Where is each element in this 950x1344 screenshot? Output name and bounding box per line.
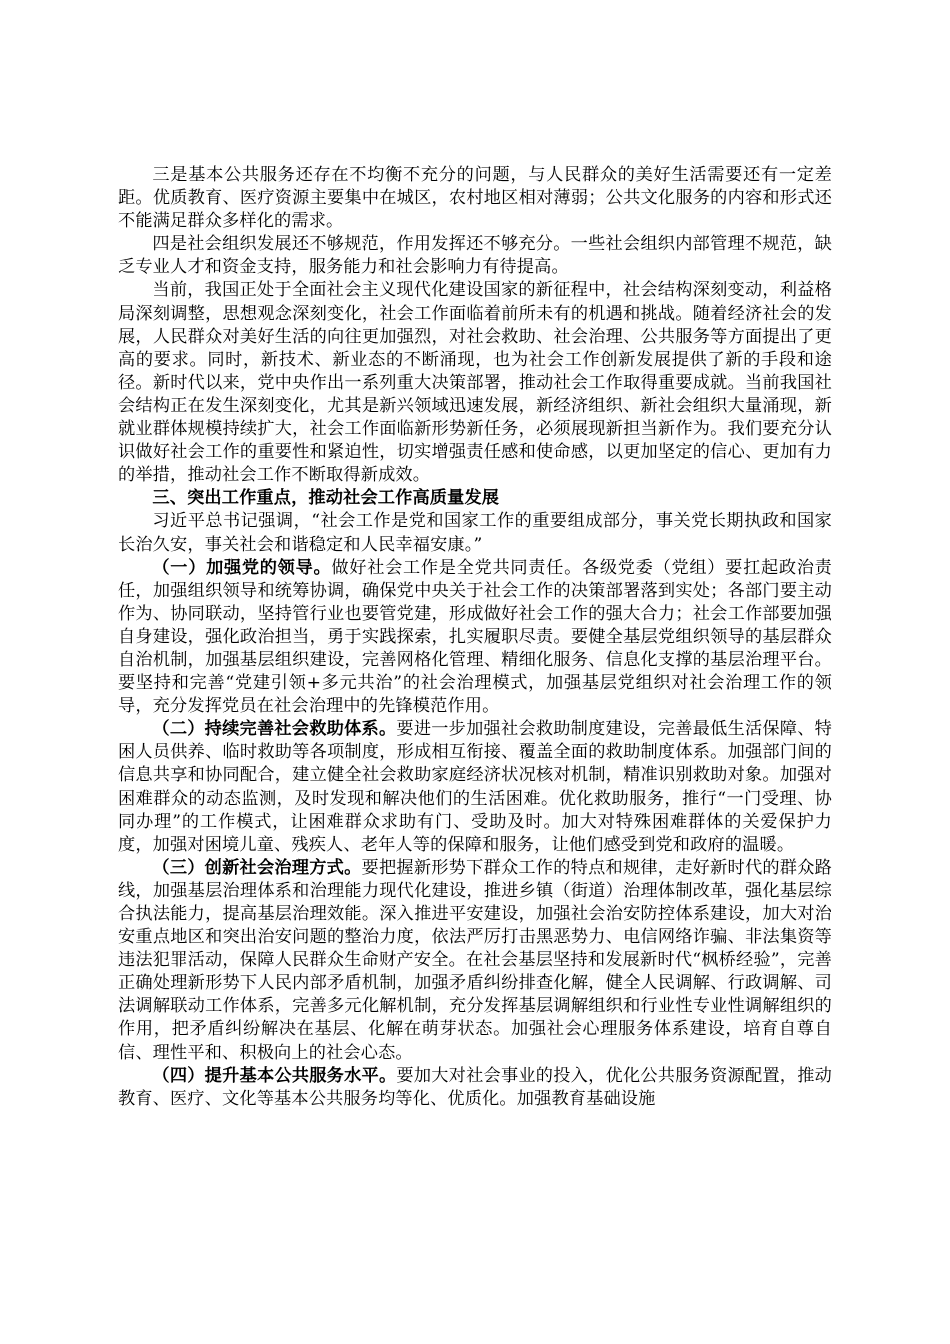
paragraph-party-leadership: [118, 557, 832, 719]
paragraph-social-governance-body: 要把握新形势下群众工作的特点和规律，走好新时代的群众路线，加强基层治理体系和治理能力现代化建设，推进乡镇（街道）治理体制改革，强化基层综合执法能力，提高基层治理效能。深入推进平安建设，加强社会治安防控体系建设，加大对治安重点地区和突出治安问题的整治力度，依法严厉打击黑恶势力、电信网络诈骗、非法集资等违法犯罪活动，保障人民群众生命财产安全。在社会基层坚持和发展新时代“枫桥经验”，完善正确处理新形势下人民内部矛盾机制，加强矛盾纠纷排查化解，健全人民调解、行政调解、司法调解联动工作体系，完善多元化解机制，充分发挥基层调解组织和行业性专业性调解组织的作用，把矛盾纠纷解决在基层、化解在萌芽状态。加强社会心理服务体系建设，培育自尊自信、理性平和、积极向上的社会心态。: [118, 857, 832, 1063]
section-heading-three: 三、突出工作重点，推动社会工作高质量发展: [152, 488, 500, 509]
paragraph-public-services: [118, 1065, 832, 1111]
document-body: [118, 164, 832, 1111]
paragraph-public-service-gap: 三是基本公共服务还存在不均衡不充分的问题，与人民群众的美好生活需要还有一定差距。优质教育、医疗资源主要集中在城区，农村地区相对薄弱；公共文化服务的内容和形式还不能满足群众多样化的需求。: [118, 165, 832, 232]
paragraph-social-governance: [118, 857, 832, 1065]
paragraph-public-services-body: 要加大对社会事业的投入，优化公共服务资源配置，推动教育、医疗、文化等基本公共服务均等化、优质化。加强教育基础设施: [118, 1065, 832, 1109]
subheading-public-services: （四）提升基本公共服务水平。: [152, 1065, 397, 1086]
paragraph-social-assistance: [118, 718, 832, 857]
subheading-social-assistance: （二）持续完善社会救助体系。: [152, 719, 397, 740]
paragraph-current-situation: 当前，我国正处于全面社会主义现代化建设国家的新征程中，社会结构深刻变动，利益格局深刻调整，思想观念深刻变化，社会工作面临着前所未有的机遇和挑战。随着经济社会的发展，人民群众对美好生活的向往更加强烈，对社会救助、社会治理、公共服务等方面提出了更高的要求。同时，新技术、新业态的不断涌现，也为社会工作创新发展提供了新的手段和途径。新时代以来，党中央作出一系列重大决策部署，推动社会工作取得重要成就。当前我国社会结构正在发生深刻变化，尤其是新兴领域迅速发展，新经济组织、新社会组织大量涌现，新就业群体规模持续扩大，社会工作面临新形势新任务，必须展现新担当新作为。我们要充分认识做好社会工作的重要性和紧迫性，切实增强责任感和使命感，以更加坚定的信心、更加有力的举措，推动社会工作不断取得新成效。: [118, 280, 832, 486]
paragraph-social-assistance-body: 要进一步加强社会救助制度建设，完善最低生活保障、特困人员供养、临时救助等各项制度，形成相互衔接、覆盖全面的救助制度体系。加强部门间的信息共享和协同配合，建立健全社会救助家庭经济状况核对机制，精准识别救助对象。加强对困难群众的动态监测，及时发现和解决他们的生活困难。优化救助服务，推行“一门受理、协同办理”的工作模式，让困难群众求助有门、受助及时。加大对特殊困难群体的关爱保护力度，加强对困境儿童、残疾人、老年人等的保障和服务，让他们感受到党和政府的温暖。: [118, 719, 832, 855]
paragraph-social-organization: 四是社会组织发展还不够规范，作用发挥还不够充分。一些社会组织内部管理不规范，缺乏专业人才和资金支持，服务能力和社会影响力有待提高。: [118, 234, 832, 278]
paragraph-party-leadership-body: 做好社会工作是全党共同责任。各级党委（党组）要扛起政治责任，加强组织领导和统筹协调，确保党中央关于社会工作的决策部署落到实处；各部门要主动作为、协同联动，坚持管行业也要管党建，形成做好社会工作的强大合力；社会工作部要加强自身建设，强化政治担当，勇于实践探索，扎实履职尽责。要健全基层党组织领导的基层群众自治机制，加强基层组织建设，完善网格化管理、精细化服务、信息化支撑的基层治理平台。要坚持和完善“党建引领+多元共治”的社会治理模式，加强基层党组织对社会治理工作的领导，充分发挥党员在社会治理中的先锋模范作用。: [118, 557, 832, 717]
paragraph-xi-quote: 习近平总书记强调，“社会工作是党和国家工作的重要组成部分，事关党长期执政和国家长治久安，事关社会和谐稳定和人民幸福安康。”: [118, 511, 832, 555]
subheading-social-governance: （三）创新社会治理方式。: [152, 857, 362, 878]
subheading-party-leadership: （一）加强党的领导。: [152, 557, 332, 578]
